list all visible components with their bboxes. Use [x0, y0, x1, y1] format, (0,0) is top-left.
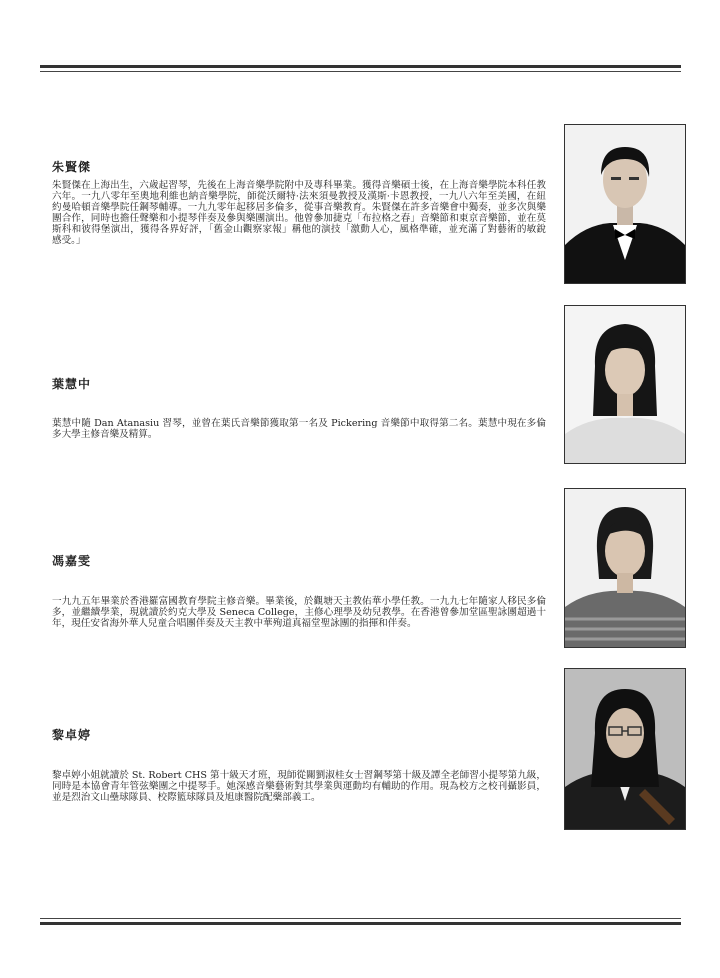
- profile-name-3: 馮嘉雯: [52, 554, 92, 568]
- profile-photo-1: [564, 124, 686, 284]
- profile-bio-1: 朱賢傑在上海出生，六歲起習琴，先後在上海音樂學院附中及專科畢業。獲得音樂碩士後，在上海音樂學院本科任教六年。一九八零年至奧地利維也納音樂學院，師從沃爾特·法來須曼教授及漢斯·卡恩教授，一九八六年至美國，在紐約曼哈頓音樂學院任鋼琴輔導。一九九零年起移居多倫多，從事音樂教育。朱賢傑在許多音樂會中獨奏，並多次與樂團合作，同時也擔任聲樂和小提琴伴奏及參與樂團演出。他曾參加捷克「布拉格之春」音樂節和東京音樂節，並在莫斯科和彼得堡演出，獲得各界好評，「舊金山觀察家報」稱他的演技「激動人心，風格準確，並充滿了對藝術的敏銳感受。」: [52, 180, 546, 246]
- top-rule-thick: [40, 65, 681, 68]
- profile-name-2: 葉慧中: [52, 377, 92, 391]
- top-rule-thin: [40, 71, 681, 72]
- profile-name-4: 黎卓婷: [52, 728, 92, 742]
- profile-bio-2: 葉慧中隨 Dan Atanasiu 習琴，並曾在葉氏音樂節獲取第一名及 Pickering 音樂節中取得第二名。葉慧中現在多倫多大學主修音樂及精算。: [52, 418, 546, 440]
- profile-photo-4: [564, 668, 686, 830]
- profile-bio-4: 黎卓婷小姐就讀於 St. Robert CHS 第十級天才班，現師從關劉淑桂女士習鋼琴第十級及譚全老師習小提琴第九級，同時是本協會青年管弦樂團之中提琴手。她深感音樂藝術對其學業與運動均有輔助的作用。現為校方之校刊攝影員，並是烈治文山壘球隊員、校際籃球隊員及旭康醫院配藥部義工。: [52, 770, 546, 803]
- bottom-rule-thin: [40, 918, 681, 919]
- profile-photo-2: [564, 305, 686, 464]
- bottom-rule-thick: [40, 922, 681, 925]
- profile-name-1: 朱賢傑: [52, 160, 92, 174]
- profile-bio-3: 一九九五年畢業於香港羅富國教育學院主修音樂。畢業後，於觀塘天主教佑華小學任教。一九九七年隨家人移民多倫多，並繼續學業，現就讀於約克大學及 Seneca College，主修心理學及幼兒教學。在香港曾參加堂區聖詠團超過十年，現任安省海外華人兒童合唱團伴奏及天主教中華殉道真福堂聖詠團的指揮和伴奏。: [52, 596, 546, 629]
- profile-photo-3: [564, 488, 686, 648]
